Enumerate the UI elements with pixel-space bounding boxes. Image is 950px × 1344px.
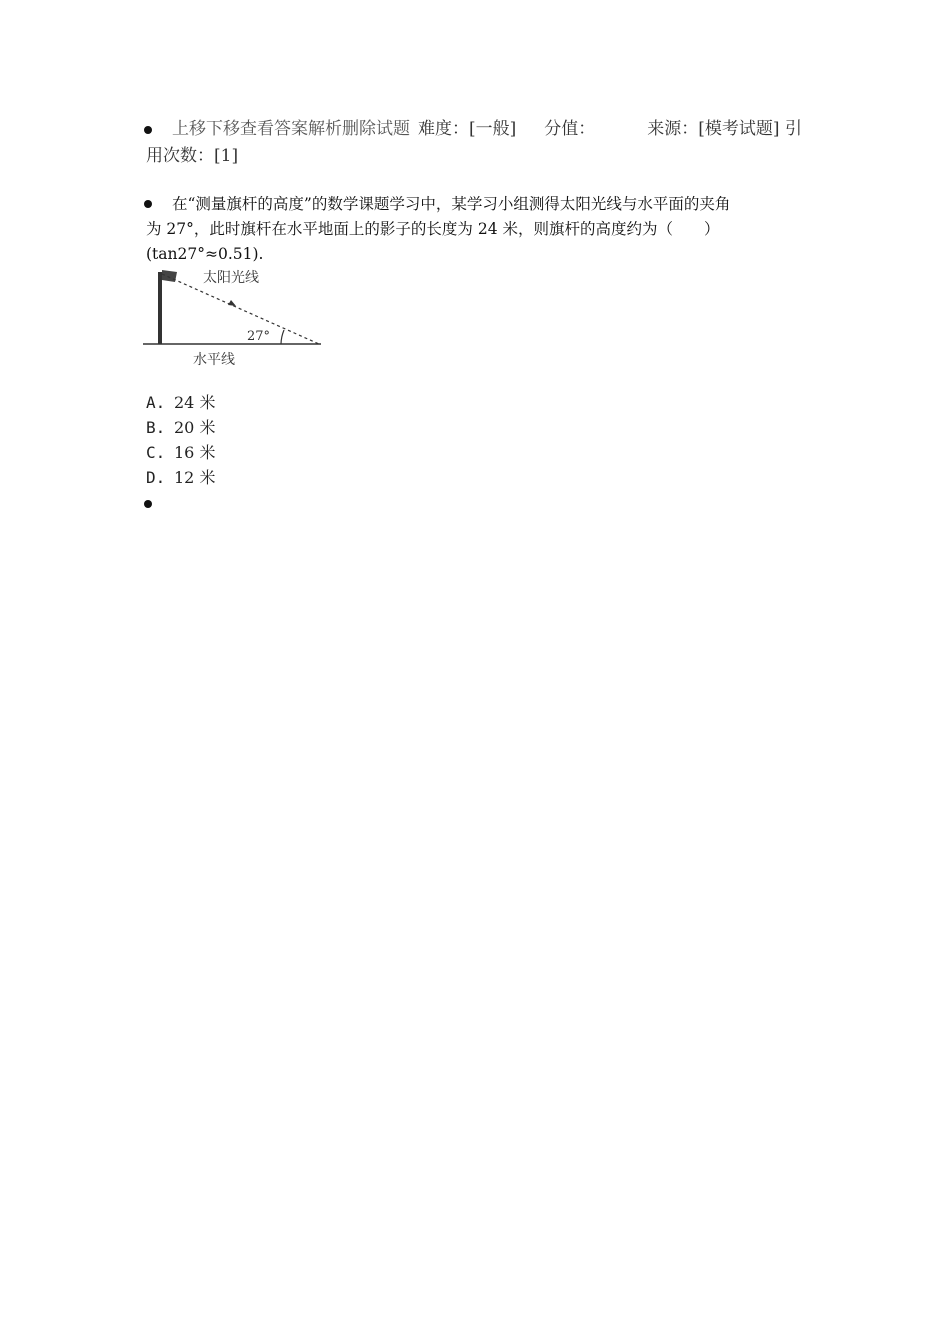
option-value: 12 米 xyxy=(174,468,216,487)
question-body xyxy=(146,192,836,267)
score-label: 分值： xyxy=(544,119,596,139)
cited-value: [1] xyxy=(214,146,239,166)
option-letter: D. xyxy=(146,468,166,487)
question-meta xyxy=(146,116,806,170)
option-value: 20 米 xyxy=(174,418,216,437)
difficulty-value: [一般] xyxy=(469,119,517,139)
option-b[interactable] xyxy=(146,415,215,440)
option-letter: A. xyxy=(146,393,166,412)
answer-options xyxy=(146,390,215,490)
sun-ray-arrow-icon xyxy=(228,300,236,306)
question-text-line1: 在“测量旗杆的高度”的数学课题学习中，某学习小组测得太阳光线与水平面的夹角 xyxy=(172,195,731,213)
option-a[interactable] xyxy=(146,390,215,415)
question-actions[interactable]: 上移下移查看答案解析删除试题 xyxy=(172,119,410,139)
cited-label: 引用次数： xyxy=(146,119,802,166)
option-value: 24 米 xyxy=(174,393,216,412)
horizon-label: 水平线 xyxy=(193,352,235,368)
angle-arc xyxy=(281,330,284,344)
flagpole-figure xyxy=(143,262,328,370)
option-d[interactable] xyxy=(146,465,215,490)
question-text-line2: 为 27°，此时旗杆在水平地面上的影子的长度为 24 米，则旗杆的高度约为（ ） xyxy=(146,220,720,238)
question-text-line3: (tan27°≈0.51). xyxy=(146,245,264,263)
flagpole xyxy=(158,272,162,344)
sun-ray-label: 太阳光线 xyxy=(203,270,259,286)
source-value: [模考试题] xyxy=(698,119,780,139)
option-letter: B. xyxy=(146,418,166,437)
source-label: 来源： xyxy=(647,119,699,139)
empty-bullet xyxy=(144,500,152,508)
option-value: 16 米 xyxy=(174,443,216,462)
option-letter: C. xyxy=(146,443,166,462)
angle-label: 27° xyxy=(247,329,271,344)
option-c[interactable] xyxy=(146,440,215,465)
difficulty-label: 难度： xyxy=(418,119,469,139)
